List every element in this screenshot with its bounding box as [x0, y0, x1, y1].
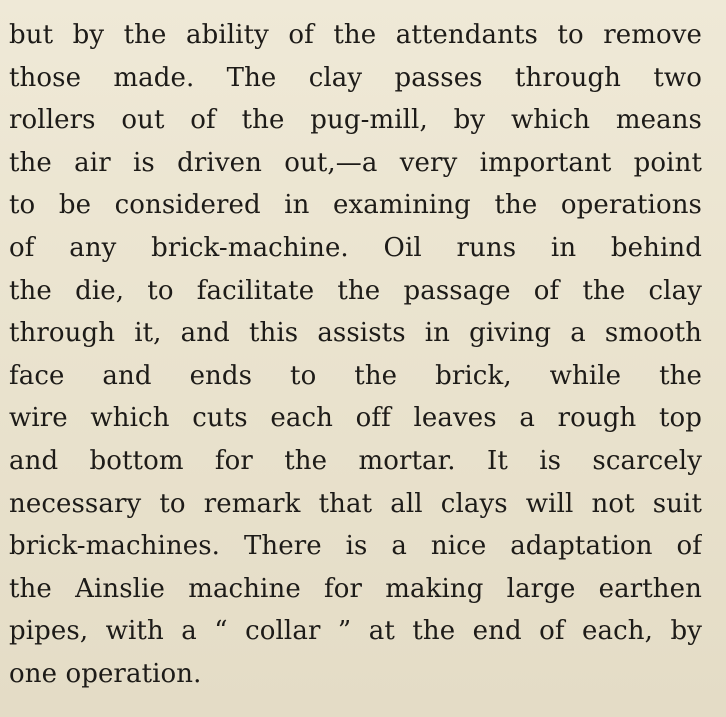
text-line-3: rollers out of the pug-mill, by which means: [9, 105, 702, 136]
text-line-14: the Ainslie machine for making large earthen: [9, 573, 702, 604]
text-line-12: necessary to remark that all clays will not suit: [9, 488, 702, 519]
text-line-13: brick-machines. There is a nice adaptation of: [9, 531, 702, 562]
text-line-11: and bottom for the mortar. It is scarcely: [9, 445, 702, 476]
text-line-4: the air is driven out,—a very important point: [9, 147, 702, 178]
text-line-15: pipes, with a “ collar ” at the end of each, by: [9, 616, 702, 647]
text-line-6: of any brick-machine. Oil runs in behind: [9, 232, 702, 263]
text-line-5: to be considered in examining the operations: [9, 190, 702, 221]
text-line-2: those made. The clay passes through two: [9, 62, 702, 93]
text-line-16: one operation.: [9, 658, 202, 689]
text-line-10: wire which cuts each off leaves a rough top: [9, 403, 702, 434]
text-line-8: through it, and this assists in giving a smooth: [9, 318, 702, 349]
text-line-1: but by the ability of the attendants to remove: [9, 20, 702, 50]
text-line-7: the die, to facilitate the passage of the clay: [9, 275, 702, 306]
text-line-9: face and ends to the brick, while the: [9, 360, 702, 391]
body-paragraph: [9, 14, 702, 696]
